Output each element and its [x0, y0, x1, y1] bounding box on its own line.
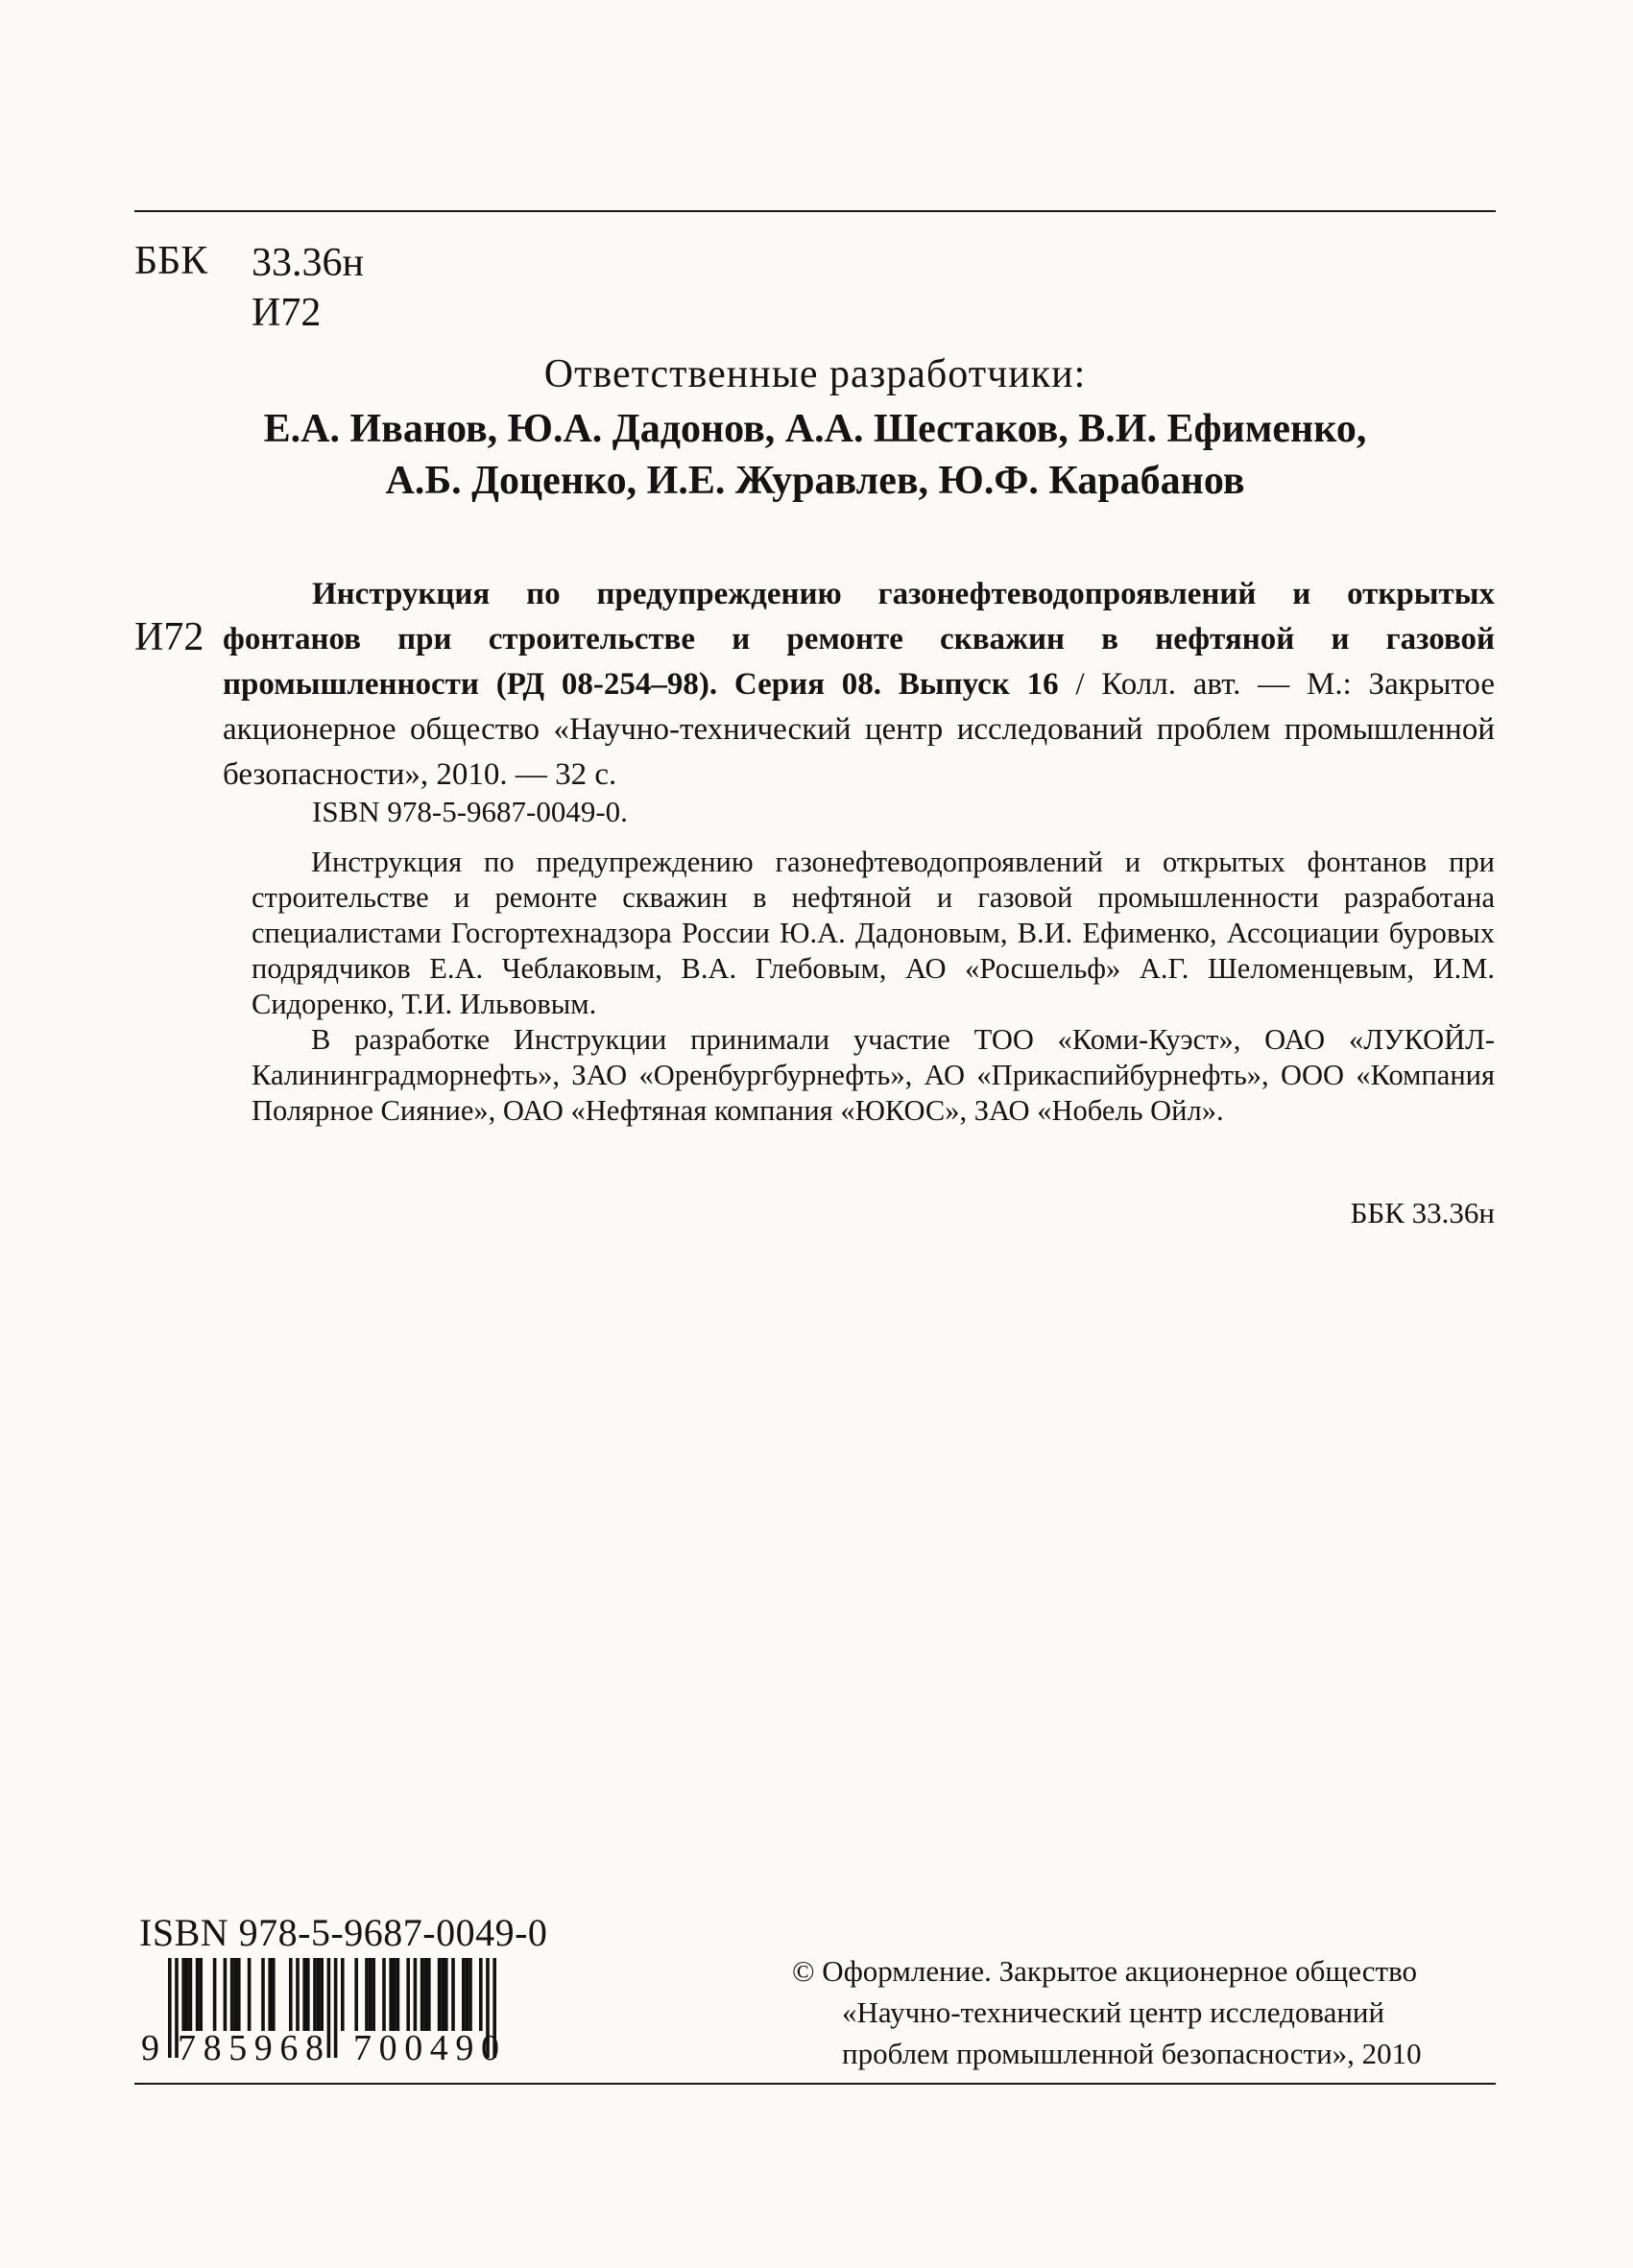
barcode-bar [365, 1958, 369, 2031]
barcode-bar [393, 1958, 396, 2031]
barcode-bar [441, 1958, 444, 2031]
authors-line-1: Е.А. Иванов, Ю.А. Дадонов, А.А. Шестаков, В.И. Ефименко, [263, 407, 1367, 451]
barcode-bar [406, 1958, 410, 2031]
isbn-barcode [139, 1958, 562, 2064]
barcode-bar [306, 1958, 310, 2031]
barcode-bar [196, 1958, 200, 2031]
barcode-bar [181, 1958, 185, 2031]
barcode-bar [230, 1958, 234, 2031]
barcode-bar [302, 1958, 306, 2031]
barcode-bar [233, 1958, 237, 2031]
abstract [252, 845, 1495, 1129]
bbk-code: 33.36н [252, 241, 364, 285]
bottom-rule [134, 2083, 1496, 2085]
copyright-block [792, 1950, 1496, 2074]
barcode-bar [466, 1958, 469, 2031]
responsible-title: Ответственные разработчики: [543, 352, 1087, 396]
barcode-bar [354, 1958, 358, 2031]
barcode-digits-group-2: 700490 [353, 2028, 499, 2064]
barcode-bar [320, 1958, 324, 2031]
barcode-bar [327, 1958, 331, 2058]
copyright-line-2: «Научно-технический центр исследований [842, 1995, 1385, 2029]
barcode-digit-first: 9 [141, 2028, 159, 2064]
barcode-bar [213, 1958, 217, 2031]
entry-isbn: ISBN 978-5-9687-0049-0. [312, 795, 628, 828]
barcode-bar [268, 1958, 272, 2031]
authors-line-2: А.Б. Доценко, И.Е. Журавлев, Ю.Ф. Карабанов [385, 459, 1245, 503]
barcode-bar [468, 1958, 472, 2031]
barcode-bar [313, 1958, 317, 2031]
barcode-bar [224, 1958, 228, 2031]
abstract-paragraph-2: В разработке Инструкции принимали участие ТОО «Коми-Куэст», ОАО «ЛУКОЙЛ-Калининградморнефть», ЗАО «Оренбургбурнефть», АО «Прикаспийбурнефть», ООО «Компания Полярное Сияние», ОАО «Нефтяная компания «ЮКОС», ЗАО «Нобель Ойл». [252, 1023, 1495, 1127]
footer-isbn: ISBN 978-5-9687-0049-0 [139, 1911, 548, 1954]
barcode-bar [272, 1958, 276, 2031]
barcode-bar [341, 1958, 345, 2031]
copyright-line-3: проблем промышленной безопасности», 2010 [842, 2037, 1422, 2070]
authors-list [134, 403, 1496, 507]
barcode-bar [438, 1958, 442, 2031]
barcode-bar [199, 1958, 203, 2031]
author-mark: И72 [252, 291, 322, 335]
barcode-bar [372, 1958, 375, 2031]
barcode-bar [444, 1958, 448, 2031]
barcode-bar [427, 1958, 431, 2031]
barcode-bar [369, 1958, 372, 2031]
bibliographic-entry [223, 572, 1495, 798]
barcode-bar [479, 1958, 483, 2031]
barcode-bar [289, 1958, 293, 2031]
entry-imprint: / Колл. авт. — М.: Закрытое акционерное общество «Научно-технический центр исследований проблем промышленной безопасности», 2010. — 32 с. [223, 667, 1495, 792]
barcode-bar [423, 1958, 427, 2031]
barcode-bar [462, 1958, 466, 2031]
barcode-bar [237, 1958, 241, 2031]
entry-margin-code: И72 [134, 615, 204, 659]
barcode-bar [168, 1958, 172, 2058]
barcode-bar [317, 1958, 321, 2031]
copyright-line-1: © Оформление. Закрытое акционерное общество [792, 1954, 1418, 1988]
barcode-bar [382, 1958, 386, 2031]
entry-title: Инструкция по предупреждению газонефтеводопроявлений и открытых фонтанов при строительстве и ремонте скважин в нефтяной и газовой промышленности (РД 08-254–98). Серия 08. Выпуск 16 [223, 577, 1495, 702]
barcode-bar [396, 1958, 400, 2031]
barcode-bar [451, 1958, 455, 2031]
abstract-bbk: ББК 33.36н [1350, 1196, 1495, 1229]
barcode-digits-group-1: 785968 [178, 2028, 324, 2064]
barcode-bar [420, 1958, 424, 2031]
barcode-bar [296, 1958, 300, 2031]
barcode-bar [414, 1958, 418, 2031]
abstract-paragraph-1: Инструкция по предупреждению газонефтеводопроявлений и открытых фонтанов при строительстве и ремонте скважин в нефтяной и газовой промышленности разработана специалистами Госгортехнадзора России Ю.А. Дадоновым, В.И. Ефименко, Ассоциации буровых подрядчиков Е.А. Чеблаковым, В.А. Глебовым, АО «Росшельф» А.Г. Шеломенцевым, И.М. Сидоренко, Т.И. Ильвовым. [252, 846, 1495, 1020]
barcode-bar [389, 1958, 393, 2031]
top-rule [134, 210, 1496, 212]
bbk-label: ББК [134, 239, 208, 283]
barcode-bar [248, 1958, 252, 2031]
barcode-bar [334, 1958, 338, 2058]
bbk-codes [252, 238, 364, 338]
barcode-bar [189, 1958, 193, 2031]
barcode-bar [185, 1958, 189, 2031]
barcode-bar [261, 1958, 265, 2031]
